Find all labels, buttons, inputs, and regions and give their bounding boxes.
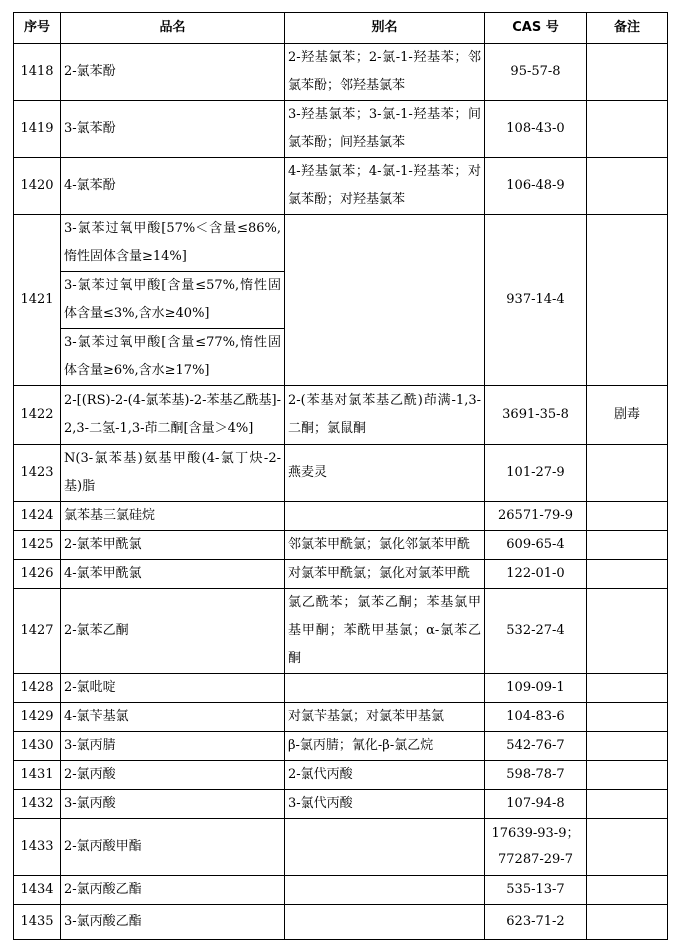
row-number: 1435 — [14, 905, 61, 940]
note — [587, 44, 668, 101]
row-number: 1425 — [14, 531, 61, 560]
header-cas: CAS 号 — [485, 13, 587, 44]
alias — [285, 215, 485, 386]
table-row — [14, 732, 668, 761]
table-row — [14, 819, 668, 876]
alias: 对氯苄基氯；对氯苯甲基氯 — [285, 703, 485, 732]
table-row — [14, 905, 668, 940]
table-row — [14, 445, 668, 502]
row-number: 1433 — [14, 819, 61, 876]
table-row — [14, 386, 668, 445]
product-name: 2-氯苯乙酮 — [61, 589, 285, 674]
row-number: 1426 — [14, 560, 61, 589]
table-row — [14, 215, 668, 272]
row-number: 1422 — [14, 386, 61, 445]
row-number: 1429 — [14, 703, 61, 732]
cas-number: 106-48-9 — [485, 158, 587, 215]
cas-number: 101-27-9 — [485, 445, 587, 502]
table-row — [14, 101, 668, 158]
product-name: 3-氯苯过氧甲酸[含量≤77%,惰性固体含量≥6%,含水≥17%] — [61, 329, 285, 386]
product-name: 3-氯丙酸乙酯 — [61, 905, 285, 940]
product-name: 氯苯基三氯硅烷 — [61, 502, 285, 531]
alias: 2-(苯基对氯苯基乙酰)茚满-1,3-二酮；氯鼠酮 — [285, 386, 485, 445]
alias: 2-氯代丙酸 — [285, 761, 485, 790]
alias — [285, 876, 485, 905]
hazardous-chemicals-table — [13, 12, 668, 940]
table-row — [14, 790, 668, 819]
product-name: 2-氯苯酚 — [61, 44, 285, 101]
alias: 3-氯代丙酸 — [285, 790, 485, 819]
alias: 邻氯苯甲酰氯；氯化邻氯苯甲酰 — [285, 531, 485, 560]
header-name: 品名 — [61, 13, 285, 44]
table-row — [14, 761, 668, 790]
alias — [285, 905, 485, 940]
note — [587, 560, 668, 589]
product-name: 2-氯丙酸甲酯 — [61, 819, 285, 876]
note — [587, 761, 668, 790]
row-number: 1431 — [14, 761, 61, 790]
alias: 氯乙酰苯；氯苯乙酮；苯基氯甲基甲酮；苯酰甲基氯；α-氯苯乙酮 — [285, 589, 485, 674]
cas-number: 532-27-4 — [485, 589, 587, 674]
row-number: 1434 — [14, 876, 61, 905]
cas-number: 109-09-1 — [485, 674, 587, 703]
note — [587, 674, 668, 703]
table-row — [14, 502, 668, 531]
alias: 4-羟基氯苯；4-氯-1-羟基苯；对氯苯酚；对羟基氯苯 — [285, 158, 485, 215]
note — [587, 502, 668, 531]
table-row — [14, 589, 668, 674]
cas-number: 3691-35-8 — [485, 386, 587, 445]
product-name: N(3-氯苯基)氨基甲酸(4-氯丁炔-2-基)脂 — [61, 445, 285, 502]
alias — [285, 502, 485, 531]
note — [587, 732, 668, 761]
row-number: 1427 — [14, 589, 61, 674]
table-row — [14, 158, 668, 215]
note — [587, 445, 668, 502]
product-name: 2-[(RS)-2-(4-氯苯基)-2-苯基乙酰基]-2,3-二氢-1,3-茚二酮[含量＞4%] — [61, 386, 285, 445]
row-number: 1430 — [14, 732, 61, 761]
product-name: 4-氯苯酚 — [61, 158, 285, 215]
alias: 对氯苯甲酰氯；氯化对氯苯甲酰 — [285, 560, 485, 589]
row-number: 1423 — [14, 445, 61, 502]
note — [587, 158, 668, 215]
row-number: 1420 — [14, 158, 61, 215]
row-number: 1428 — [14, 674, 61, 703]
cas-number: 108-43-0 — [485, 101, 587, 158]
cas-number: 95-57-8 — [485, 44, 587, 101]
alias — [285, 674, 485, 703]
cas-number: 609-65-4 — [485, 531, 587, 560]
product-name: 2-氯丙酸 — [61, 761, 285, 790]
product-name: 2-氯吡啶 — [61, 674, 285, 703]
header-row — [14, 13, 668, 44]
row-number: 1424 — [14, 502, 61, 531]
header-note: 备注 — [587, 13, 668, 44]
alias: 2-羟基氯苯；2-氯-1-羟基苯；邻氯苯酚；邻羟基氯苯 — [285, 44, 485, 101]
table-row — [14, 876, 668, 905]
cas-number-line: 77287-29-7 — [498, 852, 573, 867]
table-row — [14, 703, 668, 732]
row-number: 1421 — [14, 215, 61, 386]
note — [587, 790, 668, 819]
cas-number: 107-94-8 — [485, 790, 587, 819]
cas-number: 598-78-7 — [485, 761, 587, 790]
alias: β-氯丙腈；氰化-β-氯乙烷 — [285, 732, 485, 761]
note — [587, 101, 668, 158]
note — [587, 215, 668, 386]
product-name: 4-氯苯甲酰氯 — [61, 560, 285, 589]
cas-number: 542-76-7 — [485, 732, 587, 761]
cas-number: 937-14-4 — [485, 215, 587, 386]
table-row — [14, 531, 668, 560]
product-name: 2-氯丙酸乙酯 — [61, 876, 285, 905]
note — [587, 819, 668, 876]
product-name: 2-氯苯甲酰氯 — [61, 531, 285, 560]
alias — [285, 819, 485, 876]
alias: 燕麦灵 — [285, 445, 485, 502]
row-number: 1419 — [14, 101, 61, 158]
note — [587, 876, 668, 905]
cas-number: 104-83-6 — [485, 703, 587, 732]
product-name: 3-氯苯过氧甲酸[含量≤57%,惰性固体含量≤3%,含水≥40%] — [61, 272, 285, 329]
note — [587, 531, 668, 560]
product-name: 3-氯苯酚 — [61, 101, 285, 158]
note — [587, 703, 668, 732]
table-row — [14, 560, 668, 589]
table-row — [14, 674, 668, 703]
cas-number: 535-13-7 — [485, 876, 587, 905]
product-name: 3-氯苯过氧甲酸[57%＜含量≤86%,惰性固体含量≥14%] — [61, 215, 285, 272]
alias: 3-羟基氯苯；3-氯-1-羟基苯；间氯苯酚；间羟基氯苯 — [285, 101, 485, 158]
product-name: 3-氯丙酸 — [61, 790, 285, 819]
header-no: 序号 — [14, 13, 61, 44]
note — [587, 905, 668, 940]
cas-number-line: 17639-93-9； — [491, 826, 580, 841]
note: 剧毒 — [587, 386, 668, 445]
cas-number — [485, 819, 587, 876]
cas-number: 26571-79-9 — [485, 502, 587, 531]
table-row — [14, 44, 668, 101]
row-number: 1418 — [14, 44, 61, 101]
row-number: 1432 — [14, 790, 61, 819]
cas-number: 122-01-0 — [485, 560, 587, 589]
note — [587, 589, 668, 674]
product-name: 3-氯丙腈 — [61, 732, 285, 761]
cas-number: 623-71-2 — [485, 905, 587, 940]
product-name: 4-氯苄基氯 — [61, 703, 285, 732]
header-alias: 别名 — [285, 13, 485, 44]
